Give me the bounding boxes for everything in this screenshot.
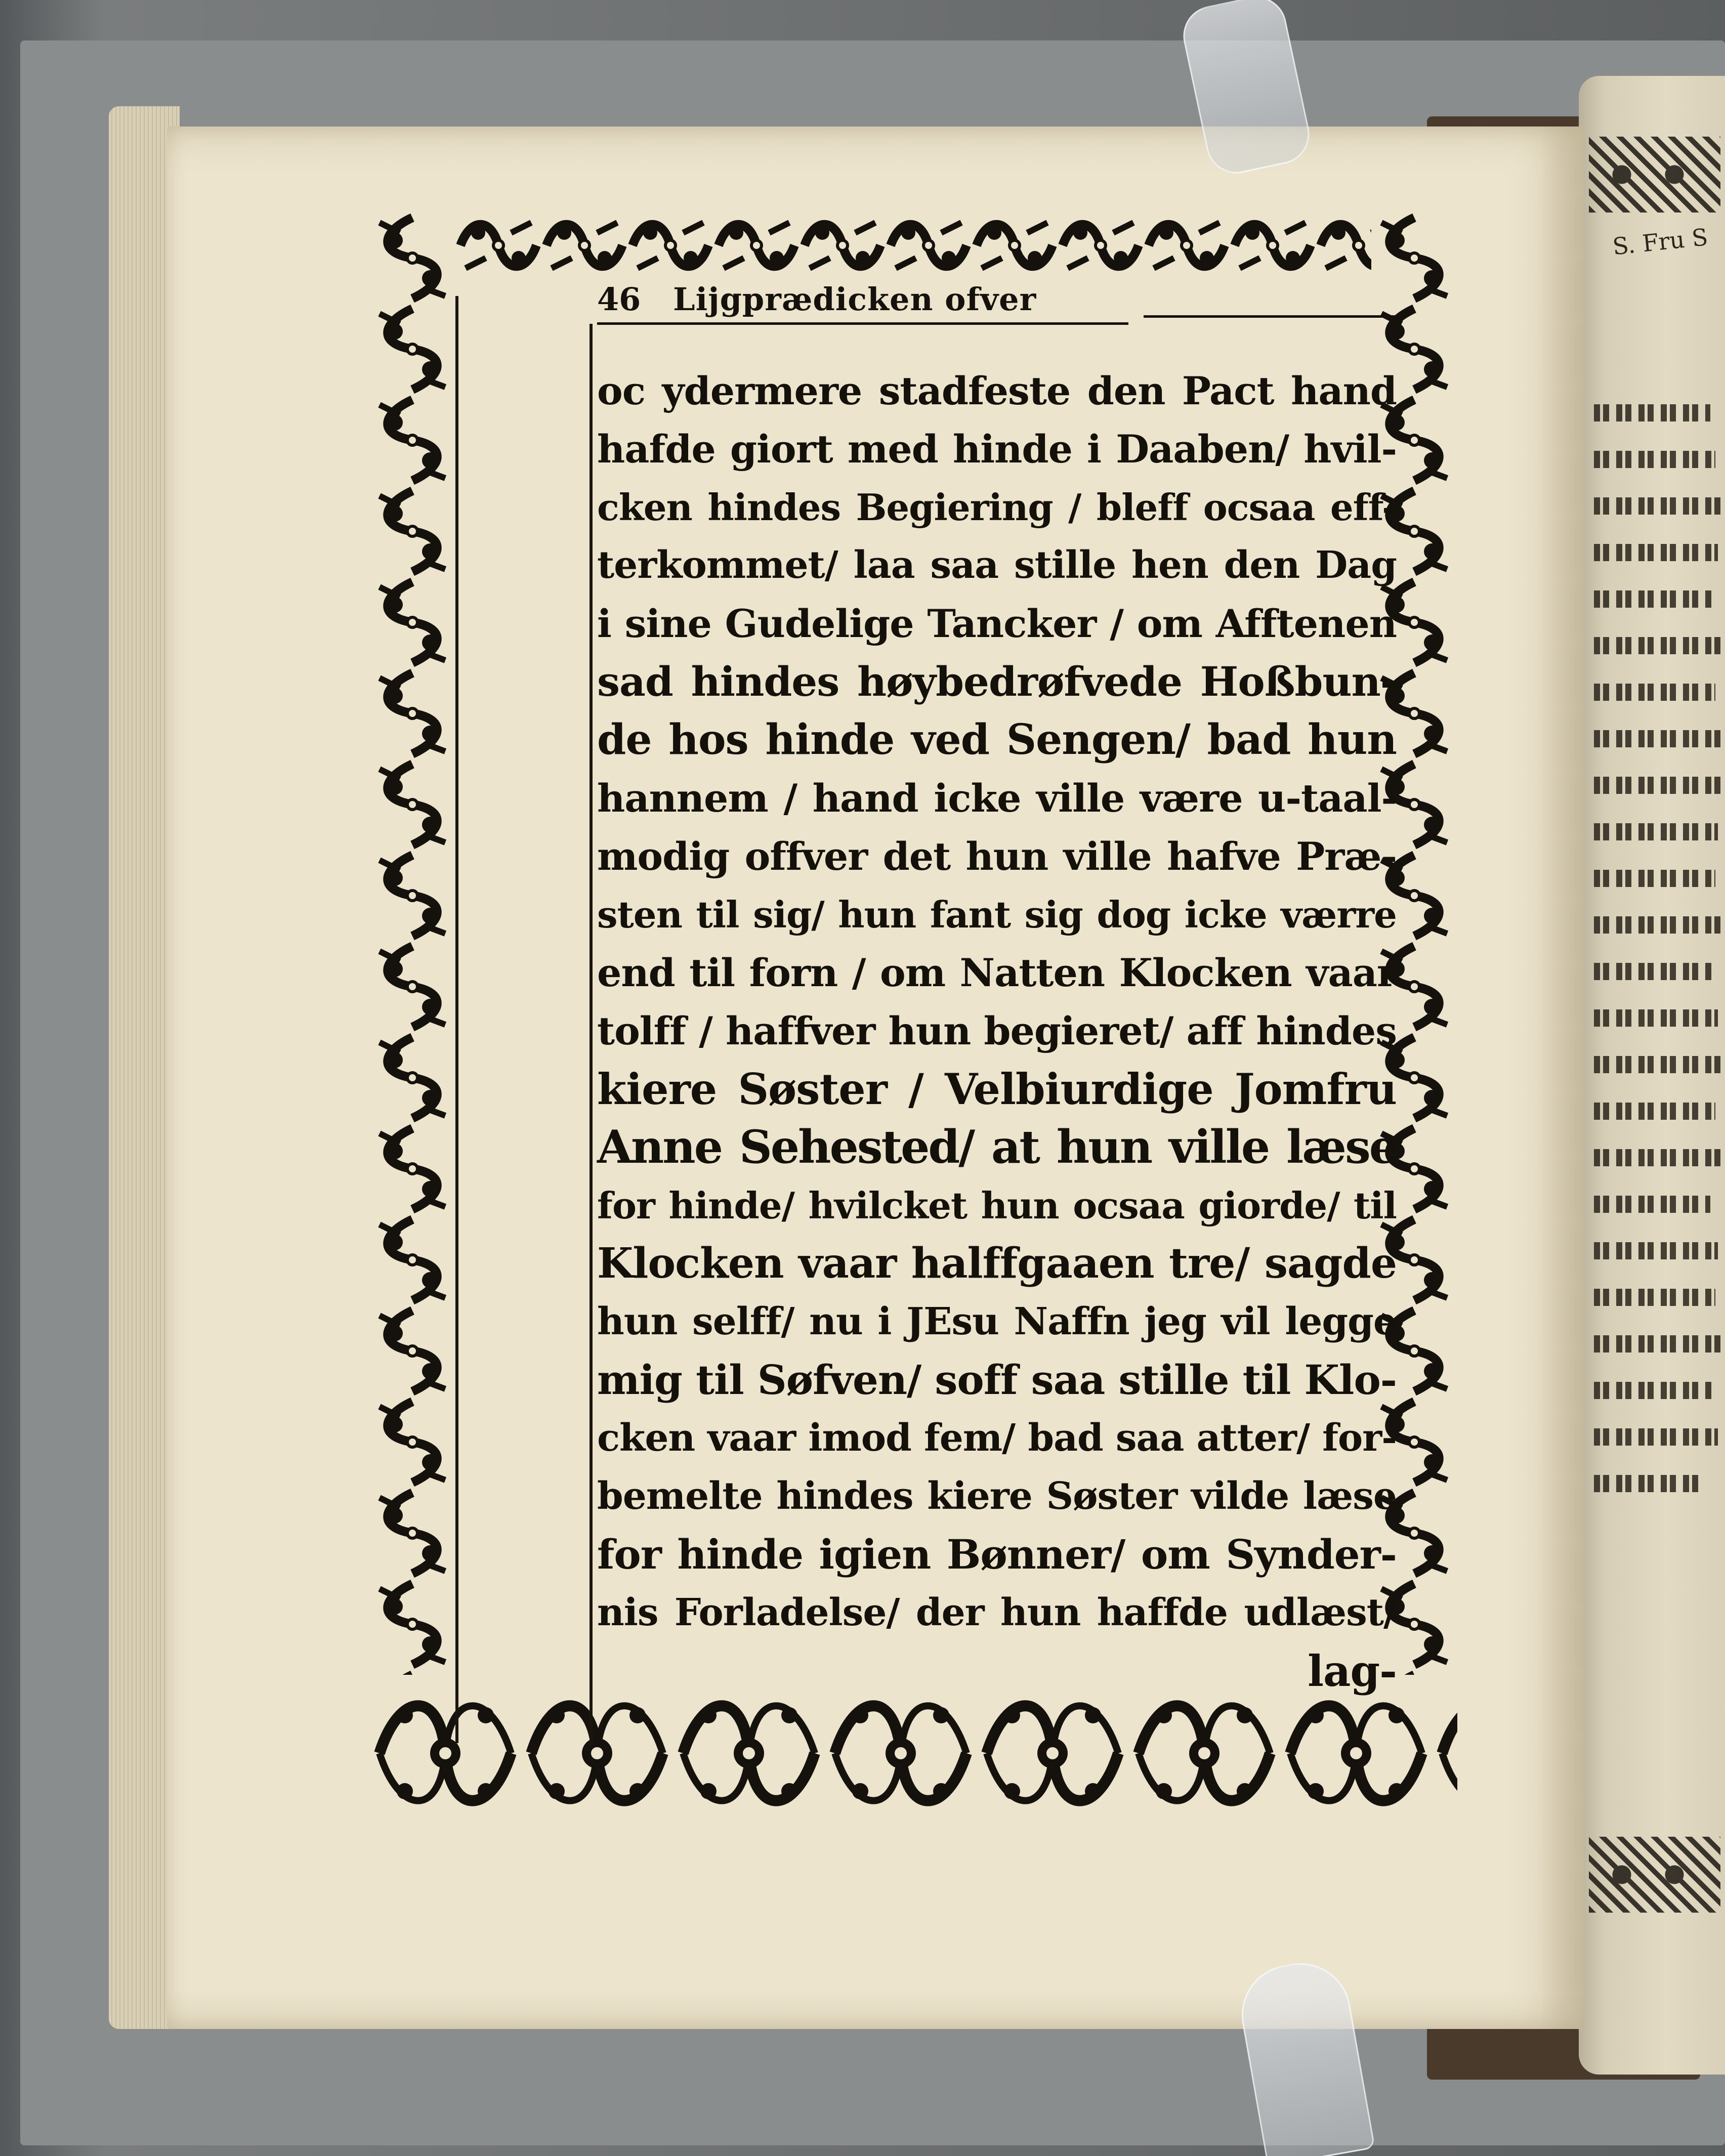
catchword: lag- bbox=[1308, 1646, 1397, 1696]
text-line: hafde giort med hinde i Daaben/ hvil- bbox=[597, 427, 1397, 472]
text-line: mig til Søfven/ soff saa stille til Klo- bbox=[597, 1356, 1397, 1404]
right-page-line bbox=[1594, 1041, 1725, 1088]
right-page-line bbox=[1594, 1321, 1725, 1367]
header-rule-left bbox=[597, 322, 1128, 325]
text-line: modig offver det hun ville hafve Præ- bbox=[597, 834, 1397, 879]
right-page-line bbox=[1594, 1367, 1725, 1414]
right-page-line bbox=[1594, 483, 1725, 529]
text-line: hun selff/ nu i JEsu Naffn jeg vil legge bbox=[597, 1300, 1397, 1343]
right-page-line bbox=[1594, 1274, 1725, 1321]
text-line: bemelte hindes kiere Søster vilde læse bbox=[597, 1474, 1397, 1518]
right-page-line bbox=[1594, 390, 1725, 436]
right-page-line bbox=[1594, 1414, 1725, 1460]
right-page-line bbox=[1594, 995, 1725, 1041]
text-line: nis Forladelse/ der hun haffde udlæst/ bbox=[597, 1591, 1397, 1634]
text-line-name: Anne Sehested/ at hun ville læse bbox=[597, 1120, 1397, 1174]
right-page-ornament-bottom bbox=[1589, 1837, 1720, 1913]
text-line: sad hindes høybedrøfvede Hoßbun- bbox=[597, 658, 1397, 705]
right-page-running-head: S. Fru S bbox=[1611, 223, 1709, 261]
right-page-line bbox=[1594, 715, 1725, 762]
text-column-rule bbox=[590, 324, 593, 1746]
right-page-line bbox=[1594, 762, 1725, 809]
text-line: Klocken vaar halffgaaen tre/ sagde bbox=[597, 1239, 1397, 1288]
right-page-line bbox=[1594, 1460, 1725, 1507]
running-head: Lijgprædicken ofver bbox=[673, 281, 1037, 318]
text-line: for hinde/ hvilcket hun ocsaa giorde/ til bbox=[597, 1184, 1397, 1227]
page-header bbox=[597, 281, 1397, 321]
text-line: oc ydermere stadfeste den Pact hand bbox=[597, 368, 1397, 413]
ornament-band-top bbox=[369, 213, 1457, 278]
right-page-line bbox=[1594, 669, 1725, 715]
text-line: cken hindes Begiering / bleff ocsaa eff- bbox=[597, 486, 1397, 529]
right-page-line bbox=[1594, 809, 1725, 855]
text-line: i sine Gudelige Tancker / om Afftenen bbox=[597, 601, 1397, 646]
right-page-line bbox=[1594, 436, 1725, 483]
text-line: end til forn / om Natten Klocken vaar bbox=[597, 950, 1397, 995]
right-page-line bbox=[1594, 1181, 1725, 1228]
right-page-ornament-top bbox=[1589, 137, 1720, 213]
right-page-line bbox=[1594, 1088, 1725, 1134]
right-page-line bbox=[1594, 622, 1725, 669]
right-page-text-block bbox=[1594, 390, 1725, 1507]
right-page-line bbox=[1594, 948, 1725, 995]
right-page-line bbox=[1594, 855, 1725, 902]
ornament-band-left bbox=[369, 213, 455, 1832]
right-page-line bbox=[1594, 576, 1725, 622]
right-page-line bbox=[1594, 1134, 1725, 1181]
text-line: cken vaar imod fem/ bad saa atter/ for- bbox=[597, 1416, 1397, 1460]
text-line: for hinde igien Bønner/ om Synder- bbox=[597, 1531, 1397, 1578]
frame-inner-rule bbox=[455, 296, 458, 1743]
text-line: de hos hinde ved Sengen/ bad hun bbox=[597, 715, 1397, 764]
right-page-line bbox=[1594, 1228, 1725, 1274]
right-page-line bbox=[1594, 902, 1725, 948]
body-text bbox=[597, 362, 1397, 1700]
right-page bbox=[1579, 76, 1725, 2075]
text-line: hannem / hand icke ville være u-taal- bbox=[597, 776, 1397, 821]
header-rule-right bbox=[1144, 315, 1397, 318]
text-line: kiere Søster / Velbiurdige Jomfru bbox=[597, 1064, 1397, 1114]
text-line: terkommet/ laa saa stille hen den Dag bbox=[597, 543, 1397, 587]
text-line: sten til sig/ hun fant sig dog icke værre bbox=[597, 893, 1397, 936]
text-line: tolff / haffver hun begieret/ aff hindes bbox=[597, 1008, 1397, 1053]
page-number: 46 bbox=[597, 281, 641, 318]
right-page-line bbox=[1594, 529, 1725, 576]
